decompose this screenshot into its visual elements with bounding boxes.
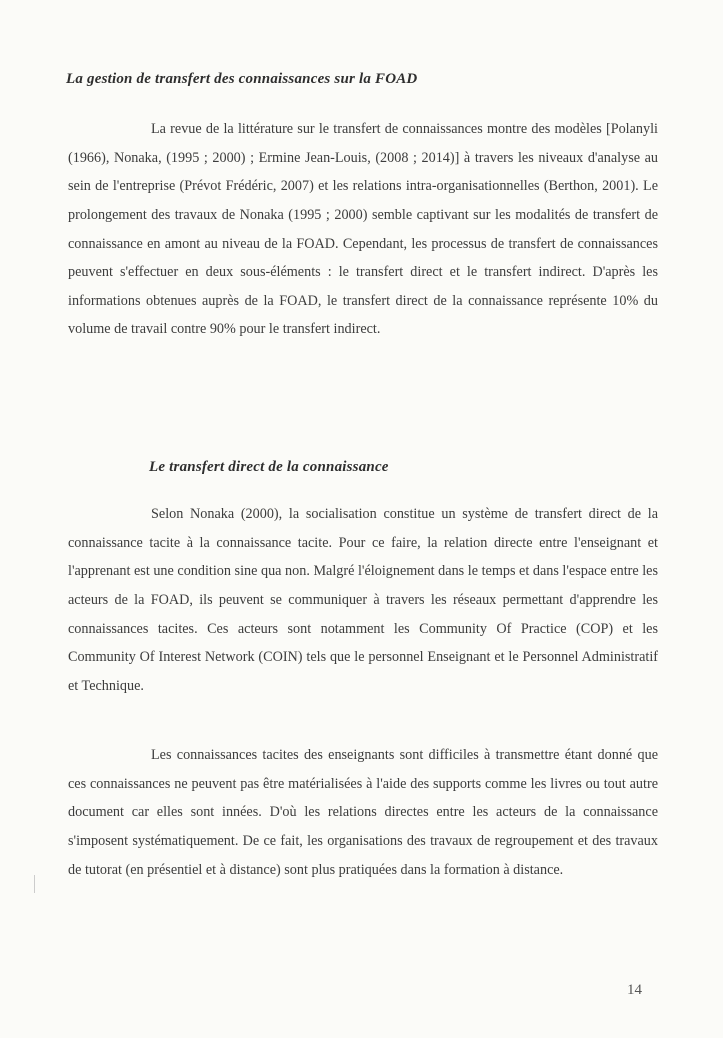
paragraph-1: La revue de la littérature sur le transfert de connaissances montre des modèles [Polanyli (1966), Nonaka, (1995 ; 2000) ; Ermine Jean-Louis, (2008 ; 2014)] à travers les niveaux d'analyse au sein de l'entreprise (Prévot Frédéric, 2007) et les relations intra-organisationnelles (Berthon, 2001). Le prolongement des travaux de Nonaka (1995 ; 2000) semble captivant sur les modalités de transfert de connaissance en amont au niveau de la FOAD. Cependant, les processus de transfert de connaissances peuvent s'effectuer en deux sous-éléments : le transfert direct et le transfert indirect. D'après les informations obtenues auprès de la FOAD, le transfert direct de la connaissance représente 10% du volume de travail contre 90% pour le transfert indirect. xyxy=(68,121,658,338)
paragraph-2: Selon Nonaka (2000), la socialisation constitue un système de transfert direct de la connaissance tacite à la connaissance tacite. Pour ce faire, la relation directe entre l'enseignant et l'apprenant est une condition sine qua non. Malgré l'éloignement dans le temps et dans l'espace entre les acteurs de la FOAD, ils peuvent se communiquer à travers les réseaux permettant d'apprendre les connaissances tacites. Ces acteurs sont notamment les Community Of Practice (COP) et les Community Of Interest Network (COIN) tels que le personnel Enseignant et le Personnel Administratif et Technique. xyxy=(68,506,658,694)
paragraph-3: Les connaissances tacites des enseignants sont difficiles à transmettre étant donné que ces connaissances ne peuvent pas être matérialisées à l'aide des supports comme les livres ou tout autre document car elles sont innées. D'où les relations directes entre les acteurs de la connaissance s'imposent systématiquement. De ce fait, les organisations des travaux de regroupement et des travaux de tutorat (en présentiel et à distance) sont plus pratiquées dans la formation à distance. xyxy=(68,747,658,878)
scan-margin-mark xyxy=(34,875,35,893)
section-heading: La gestion de transfert des connaissances sur la FOAD xyxy=(66,71,418,87)
subsection-heading: Le transfert direct de la connaissance xyxy=(149,459,389,475)
page-number: 14 xyxy=(627,982,642,998)
